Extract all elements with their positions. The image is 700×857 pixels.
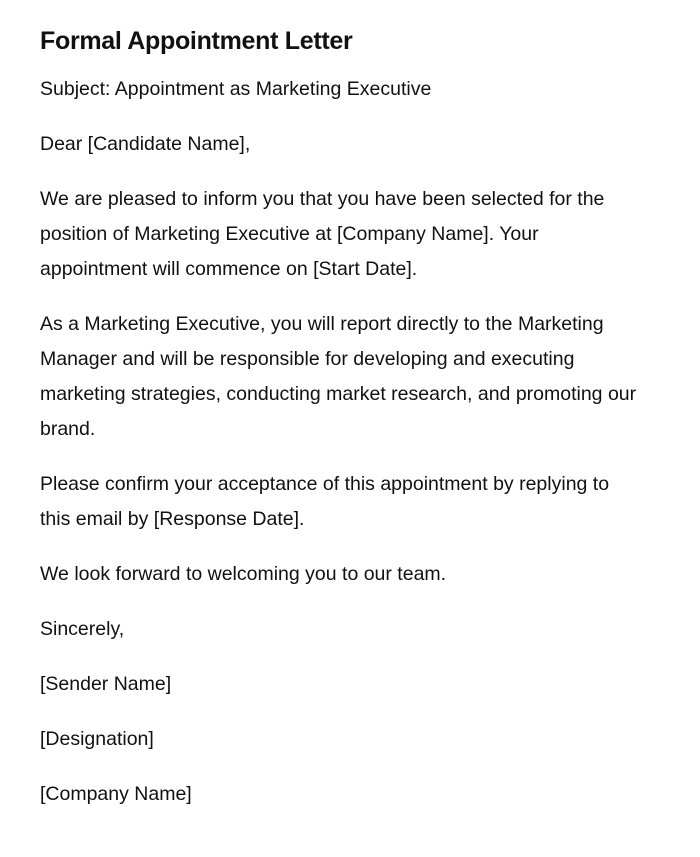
letter-paragraph-welcome: We look forward to welcoming you to our team. <box>40 563 447 585</box>
letter-paragraph-confirmation: Please confirm your acceptance of this appointment by replying to this email by [Response Date]. <box>40 473 610 530</box>
sender-company-name: [Company Name] <box>40 783 192 805</box>
letter-paragraph-responsibilities: As a Marketing Executive, you will report directly to the Marketing Manager and will be responsible for developing and executing marketing strategies, conducting market research, and promoting our brand. <box>40 313 637 440</box>
sender-name: [Sender Name] <box>40 673 172 695</box>
sender-designation: [Designation] <box>40 728 154 750</box>
letter-salutation: Dear [Candidate Name], <box>40 133 251 155</box>
letter-paragraph-selection: We are pleased to inform you that you have been selected for the position of Marketing Executive at [Company Name]. Your appointment will commence on [Start Date]. <box>40 188 605 280</box>
letter-title: Formal Appointment Letter <box>40 27 353 55</box>
letter-subject: Subject: Appointment as Marketing Executive <box>40 78 432 100</box>
letter-closing: Sincerely, <box>40 618 125 640</box>
appointment-letter <box>40 24 640 832</box>
